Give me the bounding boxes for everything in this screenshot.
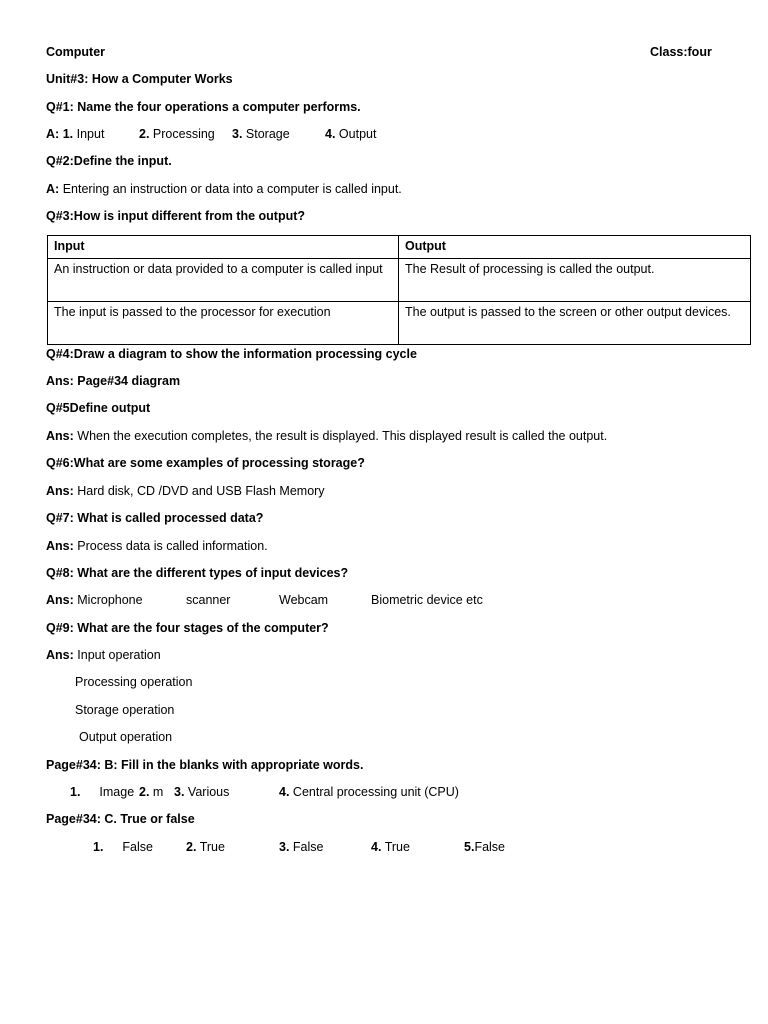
q6-answer-text: Hard disk, CD /DVD and USB Flash Memory <box>77 484 325 498</box>
table-header-output: Output <box>399 236 751 259</box>
tf-item-2 <box>186 839 225 855</box>
tf-item-4-num: 4. <box>371 840 382 854</box>
q9-prefix: Ans: <box>46 648 74 662</box>
q8-item-1: Microphone <box>77 593 143 607</box>
tf-item-5 <box>464 839 505 855</box>
q1-item-2-text: Processing <box>152 127 215 141</box>
fill-blanks-title: Page#34: B: Fill in the blanks with appropriate words. <box>46 758 364 772</box>
table-header-input: Input <box>48 236 399 259</box>
table-cell: An instruction or data provided to a computer is called input <box>48 259 399 302</box>
q1-item-4 <box>325 126 376 142</box>
fill-item-3-text: Various <box>187 785 230 799</box>
q9-answer <box>46 647 161 663</box>
q7-prefix: Ans: <box>46 539 74 553</box>
q6-prefix: Ans: <box>46 484 74 498</box>
q1-item-3-num: 3. <box>232 127 243 141</box>
input-output-table <box>47 235 751 345</box>
q1-item-3-text: Storage <box>245 127 290 141</box>
table-cell: The output is passed to the screen or other output devices. <box>399 302 751 345</box>
fill-item-4 <box>279 784 459 800</box>
q7-question: Q#7: What is called processed data? <box>46 511 264 525</box>
unit-title: Unit#3: How a Computer Works <box>46 72 233 86</box>
q8-item-4: Biometric device etc <box>371 593 483 607</box>
q5-question: Q#5Define output <box>46 401 151 415</box>
fill-item-2-num: 2. <box>139 785 150 799</box>
q6-question: Q#6:What are some examples of processing storage? <box>46 456 365 470</box>
tf-item-4-text: True <box>384 840 410 854</box>
tf-item-2-text: True <box>199 840 225 854</box>
q2-answer-text: Entering an instruction or data into a computer is called input. <box>62 182 402 196</box>
true-false-title: Page#34: C. True or false <box>46 812 195 826</box>
table-cell: The Result of processing is called the output. <box>399 259 751 302</box>
q2-answer <box>46 181 402 197</box>
q6-answer <box>46 483 325 499</box>
fill-item-4-num: 4. <box>279 785 290 799</box>
q8-prefix: Ans: <box>46 593 74 607</box>
fill-item-2-text: m <box>152 785 164 799</box>
table-row <box>48 302 751 345</box>
tf-item-5-num: 5. <box>464 840 475 854</box>
tf-item-3-num: 3. <box>279 840 290 854</box>
table-row <box>48 259 751 302</box>
fill-item-2 <box>139 784 163 800</box>
q1-prefix: A: <box>46 127 60 141</box>
q5-answer <box>46 428 607 444</box>
fill-item-4-text: Central processing unit (CPU) <box>292 785 459 799</box>
class-label: Class:four <box>650 45 712 59</box>
tf-item-2-num: 2. <box>186 840 197 854</box>
q1-item-3 <box>232 126 290 142</box>
q9-item-2: Processing operation <box>75 675 193 689</box>
q3-question: Q#3:How is input different from the output? <box>46 209 306 223</box>
q4-question: Q#4:Draw a diagram to show the information processing cycle <box>46 347 417 361</box>
q9-item-3: Storage operation <box>75 703 175 717</box>
q8-item-3: Webcam <box>279 593 329 607</box>
q8-question: Q#8: What are the different types of input devices? <box>46 566 349 580</box>
fill-item-3 <box>174 784 229 800</box>
fill-item-3-num: 3. <box>174 785 185 799</box>
tf-item-4 <box>371 839 410 855</box>
q9-item-1: Input operation <box>77 648 161 662</box>
q2-question: Q#2:Define the input. <box>46 154 172 168</box>
tf-item-1 <box>93 839 153 855</box>
fill-item-1-text: Image <box>99 785 135 799</box>
q7-answer <box>46 538 268 554</box>
table-header-row <box>48 236 751 259</box>
q2-prefix: A: <box>46 182 60 196</box>
q1-item-4-text: Output <box>338 127 377 141</box>
q1-item-2 <box>139 126 215 142</box>
subject-title: Computer <box>46 45 106 59</box>
fill-item-1 <box>70 784 134 800</box>
q8-answer <box>46 592 143 608</box>
q5-answer-text: When the execution completes, the result is displayed. This displayed result is called the output. <box>77 429 608 443</box>
q9-question: Q#9: What are the four stages of the computer? <box>46 621 329 635</box>
q7-answer-text: Process data is called information. <box>77 539 268 553</box>
q1-answer <box>46 126 104 142</box>
tf-item-1-text: False <box>122 840 153 854</box>
q9-item-4: Output operation <box>79 730 173 744</box>
q1-item-1-num: 1. <box>62 127 74 141</box>
tf-item-3 <box>279 839 324 855</box>
tf-item-3-text: False <box>292 840 324 854</box>
fill-item-1-num: 1. <box>70 785 81 799</box>
tf-item-5-text: False <box>474 840 506 854</box>
q1-question: Q#1: Name the four operations a computer performs. <box>46 100 361 114</box>
table-cell: The input is passed to the processor for execution <box>48 302 399 345</box>
tf-item-1-num: 1. <box>93 840 104 854</box>
q4-answer: Ans: Page#34 diagram <box>46 374 181 388</box>
q1-item-1-text: Input <box>76 127 105 141</box>
q8-item-2: scanner <box>186 593 231 607</box>
q1-item-4-num: 4. <box>325 127 336 141</box>
q5-prefix: Ans: <box>46 429 74 443</box>
q1-item-2-num: 2. <box>139 127 150 141</box>
